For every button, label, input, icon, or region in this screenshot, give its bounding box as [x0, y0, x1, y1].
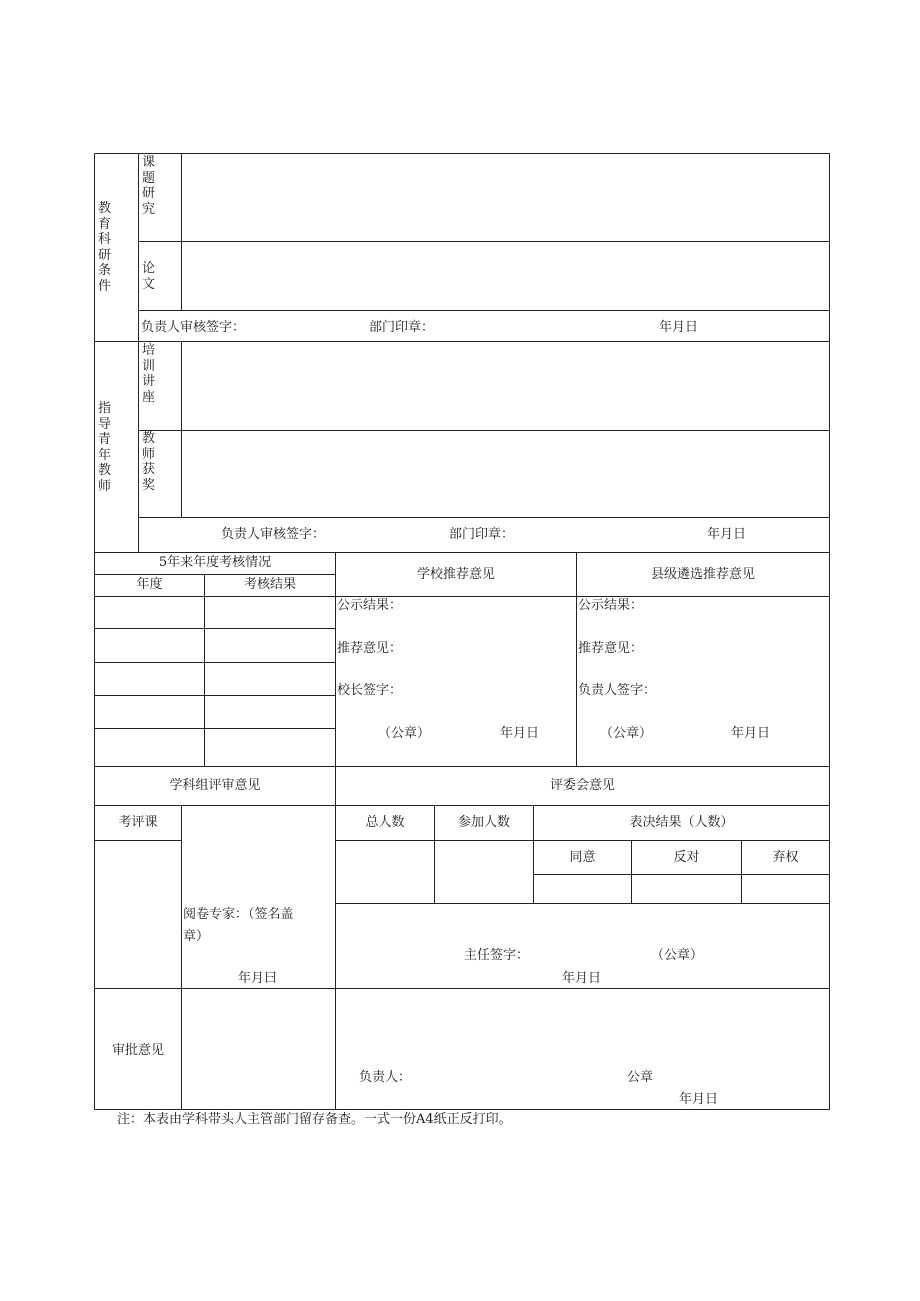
approval-title: 审批意见 — [111, 1043, 164, 1058]
mentoring-sign-label: 负责人审核签字： — [221, 527, 326, 542]
subject-group-title: 学科组评审意见 — [169, 778, 261, 793]
mentoring-seal-label: 部门印章： — [449, 527, 515, 542]
county-sign-label: 负责人签字： — [578, 683, 657, 698]
approval-person-label: 负责人： — [359, 1070, 412, 1085]
mentoring-date-label: 年月日 — [707, 527, 747, 542]
research-seal-label: 部门印章： — [369, 320, 435, 335]
expert-sign-line1: 阅卷专家：（签名盖 — [183, 907, 294, 922]
lesson-eval-label: 考评课 — [118, 815, 158, 830]
vote-result-header: 表决结果（人数） — [629, 815, 734, 830]
research-section-label: 教育科研条件 — [97, 201, 111, 294]
agree-header: 同意 — [569, 850, 596, 865]
col-result-header: 考核结果 — [243, 577, 296, 592]
oppose-header: 反对 — [673, 850, 700, 865]
col-year-header: 年度 — [136, 577, 163, 592]
paper-label: 论文 — [141, 261, 155, 292]
assessment-title: 5年来年度考核情况 — [158, 555, 272, 570]
approval-seal-label: 公章 — [627, 1070, 654, 1085]
director-sign-label: 主任签字： — [464, 948, 530, 963]
committee-title: 评委会意见 — [549, 778, 615, 793]
mentoring-section-label: 指导青年教师 — [97, 401, 111, 494]
research-sign-label: 负责人审核签字： — [141, 320, 246, 335]
committee-seal-label: （公章） — [651, 948, 704, 963]
school-recommend-title: 学校推荐意见 — [416, 567, 495, 582]
topic-research-label: 课题研究 — [141, 155, 155, 217]
county-date-label: 年月日 — [731, 726, 771, 741]
award-label: 教师获奖 — [141, 431, 155, 493]
school-publicity-label: 公示结果： — [337, 598, 403, 613]
lecture-label: 培训讲座 — [141, 343, 155, 405]
county-opinion-label: 推荐意见： — [578, 641, 644, 656]
abstain-header: 弃权 — [772, 850, 799, 865]
total-count-header: 总人数 — [365, 815, 405, 830]
participant-count-header: 参加人数 — [457, 815, 510, 830]
school-opinion-label: 推荐意见： — [337, 641, 403, 656]
footnote: 注：本表由学科带头人主管部门留存备查。一式一份A4纸正反打印。 — [117, 1112, 512, 1127]
research-date-label: 年月日 — [659, 320, 699, 335]
subject-group-date: 年月曰 — [238, 971, 278, 986]
county-publicity-label: 公示结果： — [578, 598, 644, 613]
principal-sign-label: 校长签字： — [337, 683, 403, 698]
school-date-label: 年月日 — [500, 726, 540, 741]
committee-date-label: 年月日 — [562, 971, 602, 986]
county-recommend-title: 县级遴选推荐意见 — [650, 567, 755, 582]
approval-date-label: 年月日 — [679, 1092, 719, 1107]
school-seal-label: （公章） — [378, 726, 431, 741]
county-seal-label: （公章） — [600, 726, 653, 741]
expert-sign-line2: 章） — [183, 929, 210, 944]
